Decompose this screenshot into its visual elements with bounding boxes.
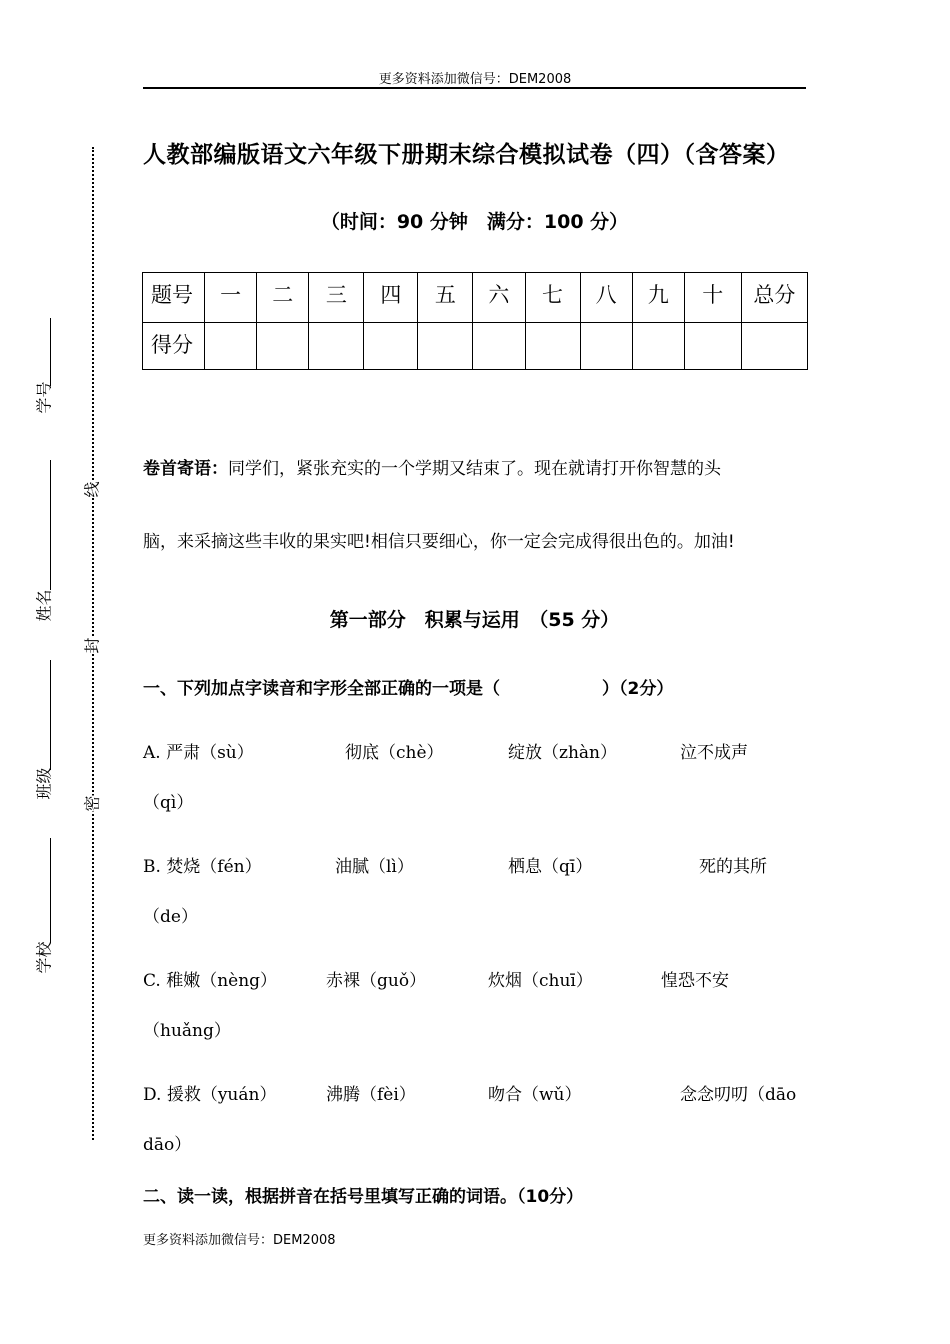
score-cell[interactable] [741, 323, 807, 370]
option-a-item-1: A. 严肃（sù） [143, 743, 254, 763]
option-a-item-3: 绽放（zhàn） [508, 743, 617, 763]
intro-label: 卷首寄语： [143, 459, 228, 479]
margin-label-xuehao: 学号 [34, 381, 54, 414]
table-cell: 十 [684, 273, 741, 323]
score-cell[interactable] [257, 323, 309, 370]
margin-line-xingming [50, 460, 51, 590]
option-a-item-2: 彻底（chè） [345, 743, 444, 763]
option-d-item-5: dāo） [143, 1135, 192, 1155]
intro-text-1: 同学们，紧张充实的一个学期又结束了。现在就请打开你智慧的头 [228, 459, 721, 479]
option-d-item-2: 沸腾（fèi） [326, 1085, 416, 1105]
page-header: 更多资料添加微信号：DEM2008 [378, 72, 572, 87]
score-cell[interactable] [418, 323, 473, 370]
question-1-title: 一、下列加点字读音和字形全部正确的一项是（ ）（2分） [143, 679, 674, 699]
table-cell: 三 [309, 273, 364, 323]
option-b-item-3: 栖息（qī） [508, 857, 593, 877]
table-cell: 九 [632, 273, 684, 323]
margin-line-banji [50, 660, 51, 770]
table-cell: 题号 [143, 273, 205, 323]
exam-subtitle: （时间：90 分钟 满分：100 分） [320, 211, 629, 233]
question-2-title: 二、读一读，根据拼音在括号里填写正确的词语。（10分） [143, 1187, 584, 1207]
score-table-header-row [143, 273, 808, 323]
table-cell: 得分 [143, 323, 205, 370]
option-b-item-5: （de） [143, 907, 198, 927]
score-table [142, 272, 808, 370]
score-cell[interactable] [632, 323, 684, 370]
option-d-item-4: 念念叨叨（dāo [680, 1085, 797, 1105]
table-cell: 总分 [741, 273, 807, 323]
header-rule [143, 87, 806, 89]
part1-heading: 第一部分 积累与运用 （55 分） [329, 609, 620, 631]
table-cell: 二 [257, 273, 309, 323]
score-cell[interactable] [473, 323, 525, 370]
margin-label-feng: 封 [80, 637, 103, 653]
score-table-score-row [143, 323, 808, 370]
score-cell[interactable] [364, 323, 418, 370]
option-a-item-5: （qì） [143, 793, 194, 813]
option-d-item-3: 吻合（wǔ） [488, 1085, 582, 1105]
score-cell[interactable] [309, 323, 364, 370]
intro-line-2: 脑，来采摘这些丰收的果实吧!相信只要细心，你一定会完成得很出色的。加油! [143, 532, 735, 552]
option-c-item-4: 惶恐不安 [661, 971, 729, 991]
option-c-item-2: 赤裸（guǒ） [326, 971, 427, 991]
margin-label-banji: 班级 [34, 767, 54, 800]
score-cell[interactable] [204, 323, 256, 370]
margin-label-xingming: 姓名 [34, 589, 54, 622]
option-b-item-4: 死的其所 [699, 857, 767, 877]
option-c-item-3: 炊烟（chuī） [488, 971, 593, 991]
score-cell[interactable] [580, 323, 632, 370]
table-cell: 七 [525, 273, 580, 323]
margin-line-xuexiao [50, 838, 51, 943]
margin-label-xuexiao: 学校 [34, 941, 54, 974]
margin-label-mi: 密 [80, 795, 103, 811]
margin-label-xian: 线 [80, 481, 103, 497]
page-footer: 更多资料添加微信号：DEM2008 [143, 1233, 336, 1248]
option-b-item-1: B. 焚烧（fén） [143, 857, 262, 877]
score-cell[interactable] [684, 323, 741, 370]
exam-title: 人教部编版语文六年级下册期末综合模拟试卷（四）（含答案） [143, 142, 790, 168]
option-c-item-5: （huǎng） [143, 1021, 231, 1041]
table-cell: 八 [580, 273, 632, 323]
margin-line-xuehao [50, 318, 51, 386]
option-c-item-1: C. 稚嫩（nèng） [143, 971, 278, 991]
table-cell: 五 [418, 273, 473, 323]
table-cell: 六 [473, 273, 525, 323]
option-b-item-2: 油腻（lì） [335, 857, 414, 877]
table-cell: 一 [204, 273, 256, 323]
intro-line-1 [143, 454, 806, 479]
option-d-item-1: D. 援救（yuán） [143, 1085, 277, 1105]
table-cell: 四 [364, 273, 418, 323]
option-a-item-4: 泣不成声 [680, 743, 748, 763]
score-cell[interactable] [525, 323, 580, 370]
